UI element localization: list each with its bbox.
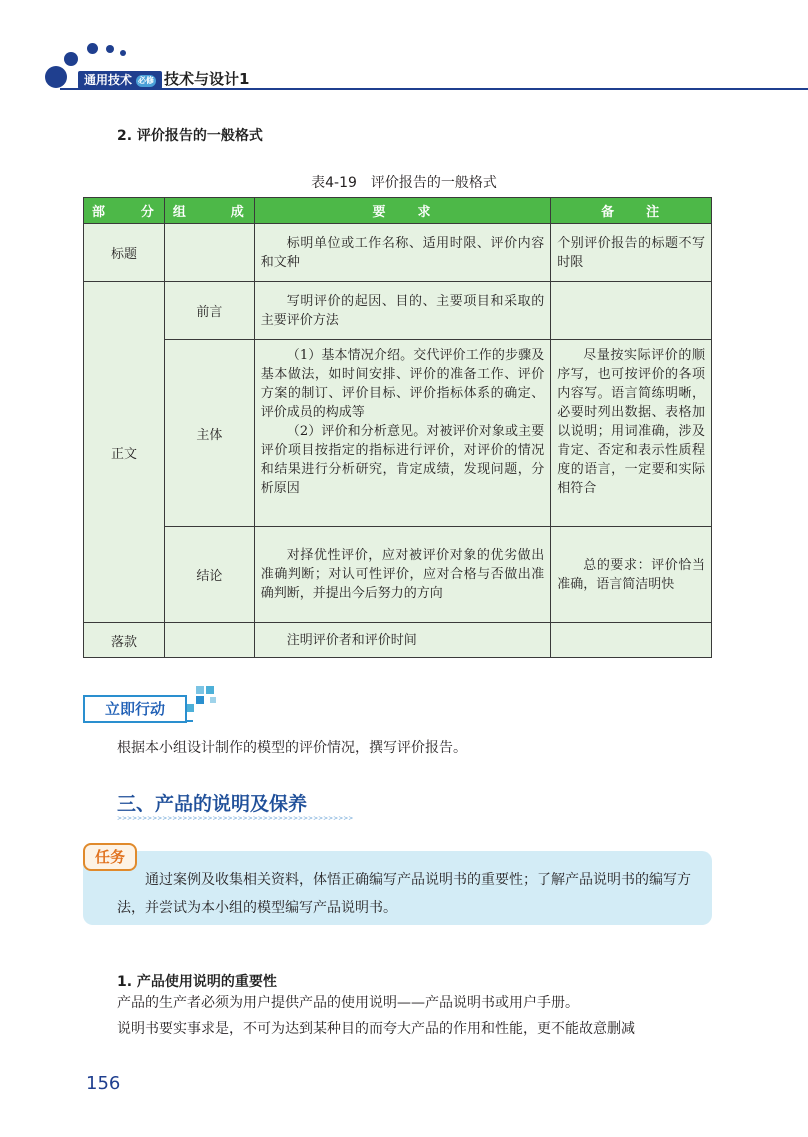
cell-empty — [164, 623, 254, 658]
cell-title-note: 个别评价报告的标题不写时限 — [551, 224, 712, 282]
action-label: 立即行动 — [83, 695, 187, 723]
col-header-component: 组 成 — [164, 198, 254, 224]
cell-empty — [551, 282, 712, 340]
cell-main-note: 尽量按实际评价的顺序写，也可按评价的各项内容写。语言简练明晰，必要时列出数据、表格加以说明；用词准确，涉及肯定、否定和表示性质程度的语言，一定要和实际相符合 — [551, 340, 712, 527]
table-header-row — [84, 198, 712, 224]
cell-empty — [164, 224, 254, 282]
cell-empty — [551, 623, 712, 658]
cell-comp-preface: 前言 — [164, 282, 254, 340]
table-row — [84, 224, 712, 282]
task-label: 任务 — [83, 843, 137, 871]
must-tag: 必修 — [138, 75, 155, 85]
paragraph-line-2: 说明书要实事求是，不可为达到某种目的而夸大产品的作用和性能，更不能故意删减 — [117, 1021, 635, 1037]
main-req-part2: （2）评价和分析意见。对被评价对象或主要评价项目按指定的指标进行评价，对评价的情况和结果进行分析研究，肯定成绩，发现问题，分析原因 — [260, 424, 545, 496]
cell-title-req: 标明单位或工作名称、适用时限、评价内容和文种 — [254, 224, 550, 282]
table-row — [84, 282, 712, 340]
section-chevron-rule: >>>>>>>>>>>>>>>>>>>>>>>>>>>>>>>>>>>>>>>>>>>>>>> — [117, 815, 354, 822]
paragraph-line-1: 产品的生产者必须为用户提供产品的使用说明——产品说明书或用户手册。 — [117, 995, 579, 1011]
col-header-requirements: 要 求 — [254, 198, 550, 224]
cell-comp-main: 主体 — [164, 340, 254, 527]
table-row — [84, 340, 712, 527]
subsection-heading-importance: 1. 产品使用说明的重要性 — [117, 974, 277, 990]
action-text: 根据本小组设计制作的模型的评价情况，撰写评价报告。 — [117, 740, 467, 756]
section-heading-product-description: 三、产品的说明及保养 — [117, 793, 308, 815]
task-text: 通过案例及收集相关资料，体悟正确编写产品说明书的重要性；了解产品说明书的编写方法，并尝试为本小组的模型编写产品说明书。 — [117, 872, 691, 916]
cell-preface-req: 写明评价的起因、目的、主要项目和采取的主要评价方法 — [254, 282, 550, 340]
page-number: 156 — [86, 1073, 121, 1094]
evaluation-report-table — [83, 197, 712, 658]
cell-conclusion-note: 总的要求：评价恰当准确，语言简洁明快 — [551, 527, 712, 623]
cell-signature-req: 注明评价者和评价时间 — [254, 623, 550, 658]
cell-comp-conclusion: 结论 — [164, 527, 254, 623]
table-caption: 表4-19 评价报告的一般格式 — [311, 175, 497, 191]
table-row — [84, 527, 712, 623]
table-row — [84, 623, 712, 658]
section-heading-report-format: 2. 评价报告的一般格式 — [117, 128, 263, 144]
main-req-part1: （1）基本情况介绍。交代评价工作的步骤及基本做法，如时间安排、评价的准备工作、评价方案的制订、评价目标、评价指标体系的确定、评价成员的构成等 — [260, 348, 545, 420]
cell-conclusion-req: 对择优性评价，应对被评价对象的优劣做出准确判断；对认可性评价，应对合格与否做出准确判断，并提出今后努力的方向 — [254, 527, 550, 623]
book-series-tag — [78, 71, 162, 89]
book-title: 技术与设计1 — [164, 70, 250, 88]
book-series: 通用技术 — [84, 73, 133, 87]
col-header-part: 部 分 — [84, 198, 165, 224]
col-header-notes: 备 注 — [551, 198, 712, 224]
cell-part-title: 标题 — [84, 224, 165, 282]
cell-part-body: 正文 — [84, 282, 165, 623]
cell-main-req — [254, 340, 550, 527]
cell-part-signature: 落款 — [84, 623, 165, 658]
